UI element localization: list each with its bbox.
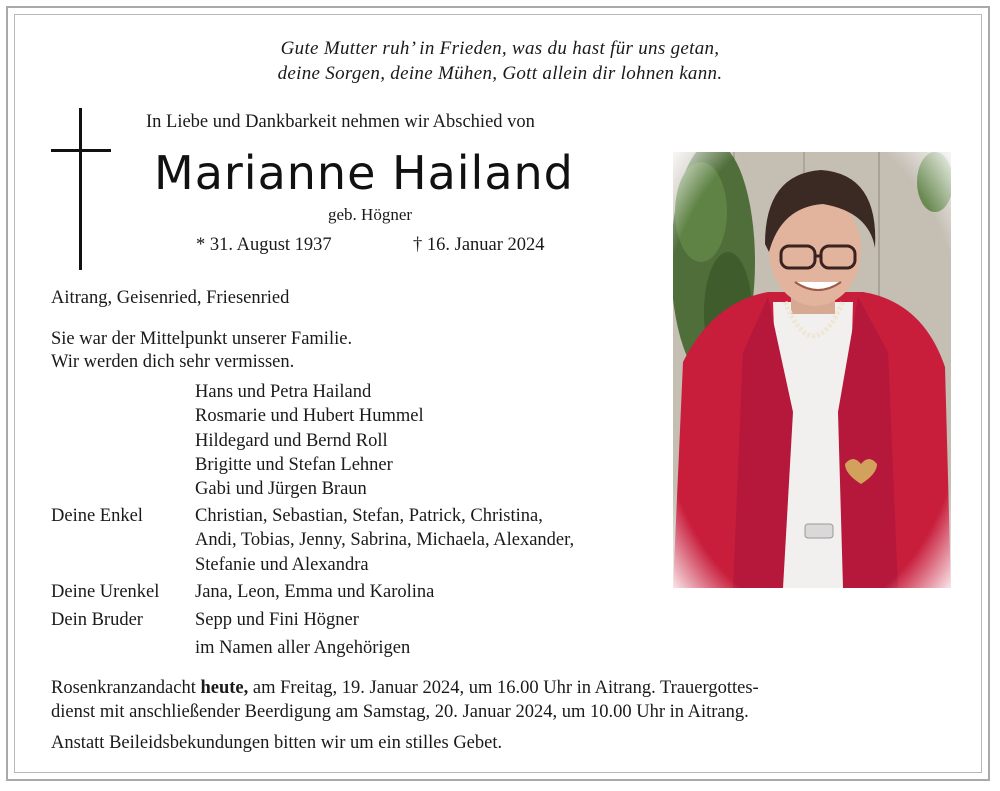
family-list: [195, 380, 424, 501]
poem: [0, 36, 1000, 86]
birth-name: geb. Högner: [328, 205, 413, 224]
family-member: Rosmarie und Hubert Hummel: [195, 406, 424, 427]
birth-date: * 31. August 1937: [196, 235, 332, 255]
family-member: Hans und Petra Hailand: [195, 382, 372, 402]
brother-names: Sepp und Fini Högner: [195, 610, 359, 630]
notice-today: heute,: [200, 678, 249, 698]
portrait-illustration: [673, 152, 951, 588]
notice-line-2: dienst mit anschließender Beerdigung am Samstag, 20. Januar 2024, um 10.00 Uhr in Aitrang.: [51, 702, 749, 722]
sentence-line-1: Sie war der Mittelpunkt unserer Familie.: [51, 329, 353, 349]
places: Aitrang, Geisenried, Friesenried: [51, 288, 290, 308]
portrait-photo: [673, 152, 951, 588]
poem-line-1: Gute Mutter ruh’ in Frieden, was du hast für uns getan,: [280, 38, 720, 59]
intro-text: In Liebe und Dankbarkeit nehmen wir Abschied von: [146, 112, 535, 132]
family-sentence: [51, 328, 352, 374]
deceased-name: Marianne Hailand: [154, 146, 574, 200]
cross-icon-bar: [51, 149, 111, 152]
on-behalf-text: im Namen aller Angehörigen: [195, 638, 411, 658]
notice-line-1: [51, 676, 759, 700]
brother-label: Dein Bruder: [51, 610, 143, 630]
grandchildren-names: [195, 504, 574, 577]
family-member: Gabi und Jürgen Braun: [195, 479, 367, 500]
great-grandchildren-names: Jana, Leon, Emma und Karolina: [195, 582, 435, 602]
grandchildren-label: Deine Enkel: [51, 506, 143, 526]
poem-line-2: deine Sorgen, deine Mühen, Gott allein dir lohnen kann.: [277, 63, 723, 84]
notice-part-1: Rosenkranzandacht: [51, 678, 201, 698]
family-member: Brigitte und Stefan Lehner: [195, 454, 393, 475]
grandchildren-line: Andi, Tobias, Jenny, Sabrina, Michaela, Alexander,: [195, 530, 575, 551]
grandchildren-line: Stefanie und Alexandra: [195, 554, 369, 575]
notice-part-2: am Freitag, 19. Januar 2024, um 16.00 Uhr in Aitrang. Trauergottes-: [248, 678, 759, 698]
cross-icon: [79, 108, 82, 270]
family-member: Hildegard und Bernd Roll: [195, 430, 388, 451]
grandchildren-line: Christian, Sebastian, Stefan, Patrick, Christina,: [195, 506, 543, 526]
death-date: † 16. Januar 2024: [413, 235, 545, 255]
final-request: Anstatt Beileidsbekundungen bitten wir um ein stilles Gebet.: [51, 733, 503, 753]
great-grandchildren-label: Deine Urenkel: [51, 582, 160, 602]
service-notice: [51, 676, 759, 724]
sentence-line-2: Wir werden dich sehr vermissen.: [51, 352, 295, 372]
